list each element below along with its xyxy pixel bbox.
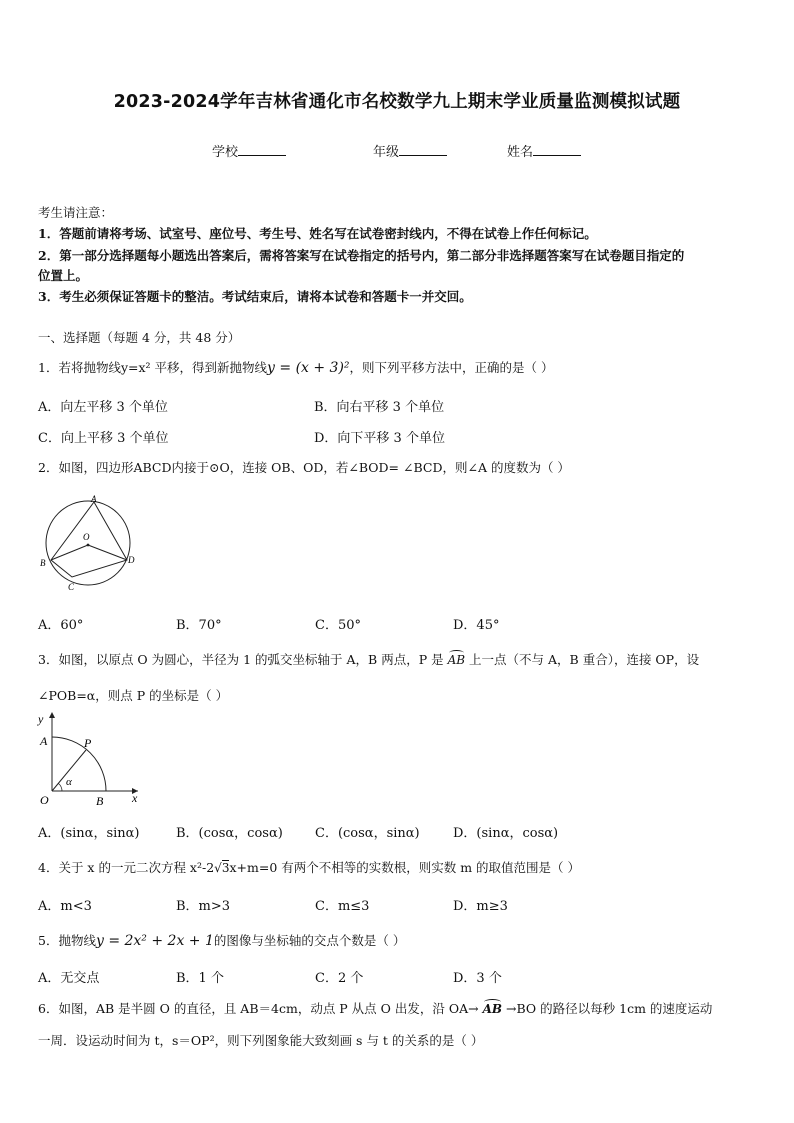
page-title: 2023-2024学年吉林省通化市名校数学九上期末学业质量监测模拟试题 bbox=[113, 92, 681, 112]
q3-option-b[interactable]: B．(cosα，cosα) bbox=[176, 826, 283, 841]
notice-item-3: 3．考生必须保证答题卡的整洁。考试结束后，请将本试卷和答题卡一并交回。 bbox=[38, 289, 472, 304]
label-y: y bbox=[38, 712, 44, 726]
q3-option-d[interactable]: D．(sinα，cosα) bbox=[453, 826, 559, 841]
angle-alpha-arc bbox=[59, 784, 63, 792]
name-field[interactable] bbox=[507, 141, 581, 160]
q5-stem bbox=[38, 931, 405, 949]
notice-heading: 考生请注意： bbox=[38, 205, 114, 220]
label-b: B bbox=[96, 794, 104, 807]
q5-formula: y = 2x² + 2x + 1 bbox=[95, 933, 214, 949]
label-o: O bbox=[40, 793, 49, 807]
q4-option-c[interactable]: C．m≤3 bbox=[315, 899, 370, 914]
school-field[interactable] bbox=[212, 141, 286, 160]
q1-option-d[interactable]: D．向下平移 3 个单位 bbox=[314, 431, 445, 446]
q3-option-c[interactable]: C．(cosα，sinα) bbox=[315, 826, 420, 841]
q5-prefix: 5．抛物线 bbox=[38, 933, 96, 948]
q2-option-c[interactable]: C．50° bbox=[315, 618, 361, 633]
label-p: P bbox=[84, 736, 92, 750]
q1-option-c[interactable]: C．向上平移 3 个单位 bbox=[38, 431, 169, 446]
q3-arc-figure bbox=[36, 707, 146, 807]
notice-item-1: 1．答题前请将考场、试室号、座位号、考生号、姓名写在试卷密封线内，不得在试卷上作任何标记。 bbox=[38, 226, 597, 241]
q4-option-d[interactable]: D．m≥3 bbox=[453, 899, 508, 914]
q3-arc: AB bbox=[448, 653, 465, 667]
label-b: B bbox=[40, 558, 46, 568]
q4-option-a[interactable]: A．m<3 bbox=[38, 899, 92, 914]
q4-text2: x+m=0 有两个不相等的实数根，则实数 m 的取值范围是（ ） bbox=[229, 860, 581, 875]
label-c: C bbox=[68, 582, 75, 592]
q4-text1: 4．关于 x 的一元二次方程 x²-2 bbox=[38, 860, 215, 875]
arc-ab bbox=[52, 737, 106, 791]
q1-option-a[interactable]: A．向左平移 3 个单位 bbox=[38, 400, 168, 415]
label-o: O bbox=[83, 532, 90, 542]
q1-option-b[interactable]: B．向右平移 3 个单位 bbox=[314, 400, 445, 415]
q6-arc: AB bbox=[483, 1002, 502, 1016]
q6-stem-line1 bbox=[38, 999, 712, 1017]
q5-suffix: 的图像与坐标轴的交点个数是（ ） bbox=[213, 933, 406, 948]
segment-od bbox=[88, 545, 127, 560]
q2-circle-figure bbox=[38, 493, 138, 593]
q4-option-b[interactable]: B．m>3 bbox=[176, 899, 231, 914]
q1-formula: y = (x + 3)² bbox=[267, 360, 350, 376]
center-dot bbox=[87, 544, 90, 547]
label-d: D bbox=[128, 555, 135, 565]
q2-stem: 2．如图，四边形ABCD内接于⊙O，连接 OB、OD，若∠BOD= ∠BCD，则∠A 的度数为（ ） bbox=[38, 460, 570, 475]
q5-option-c[interactable]: C．2 个 bbox=[315, 971, 364, 986]
notice-item-2-cont: 位置上。 bbox=[38, 268, 89, 283]
q5-option-b[interactable]: B．1 个 bbox=[176, 971, 224, 986]
grade-label: 年级 bbox=[373, 145, 400, 160]
notice-item-2: 2．第一部分选择题每小题选出答案后，需将答案写在试卷指定的括号内，第二部分非选择题答案写在试卷题目指定的 bbox=[38, 248, 685, 263]
q3-line1b: 上一点（不与 A，B 重合），连接 OP，设 bbox=[469, 652, 700, 667]
label-alpha: α bbox=[66, 776, 72, 788]
label-a: A bbox=[40, 734, 48, 748]
q4-stem bbox=[38, 858, 580, 876]
q2-option-a[interactable]: A．60° bbox=[38, 618, 84, 633]
q1-prefix: 1．若将抛物线y=x² 平移，得到新抛物线 bbox=[38, 360, 268, 375]
q2-option-b[interactable]: B．70° bbox=[176, 618, 222, 633]
q3-stem-line2: ∠POB=α，则点 P 的坐标是（ ） bbox=[38, 688, 229, 703]
q1-stem bbox=[38, 358, 554, 376]
q5-option-a[interactable]: A．无交点 bbox=[38, 971, 100, 986]
school-label: 学校 bbox=[212, 145, 239, 160]
name-label: 姓名 bbox=[507, 145, 534, 160]
label-x: x bbox=[132, 791, 138, 805]
grade-blank[interactable] bbox=[399, 143, 447, 156]
name-blank[interactable] bbox=[533, 143, 581, 156]
q6-stem-line2: 一周．设运动时间为 t，s＝OP²，则下列图象能大致刻画 s 与 t 的关系的是（ ） bbox=[38, 1033, 484, 1048]
q6-line1: 6．如图，AB 是半圆 O 的直径，且 AB＝4cm，动点 P 从点 O 出发，沿 OA→ bbox=[38, 1001, 479, 1016]
q3-line1: 3．如图，以原点 O 为圆心，半径为 1 的弧交坐标轴于 A，B 两点，P 是 bbox=[38, 652, 444, 667]
label-a: A bbox=[91, 494, 97, 504]
grade-field[interactable] bbox=[373, 141, 447, 160]
q2-option-d[interactable]: D．45° bbox=[453, 618, 500, 633]
q3-option-a[interactable]: A．(sinα，sinα) bbox=[38, 826, 140, 841]
q3-stem-line1 bbox=[38, 650, 699, 668]
q4-sqrt: √3 bbox=[214, 861, 230, 875]
q6-line1b: →BO 的路径以每秒 1cm 的速度运动 bbox=[506, 1001, 713, 1016]
section-heading: 一、选择题（每题 4 分，共 48 分） bbox=[38, 330, 241, 345]
q1-suffix: ，则下列平移方法中，正确的是（ ） bbox=[349, 360, 554, 375]
q5-option-d[interactable]: D．3 个 bbox=[453, 971, 502, 986]
school-blank[interactable] bbox=[238, 143, 286, 156]
y-axis-arrow bbox=[49, 712, 55, 718]
